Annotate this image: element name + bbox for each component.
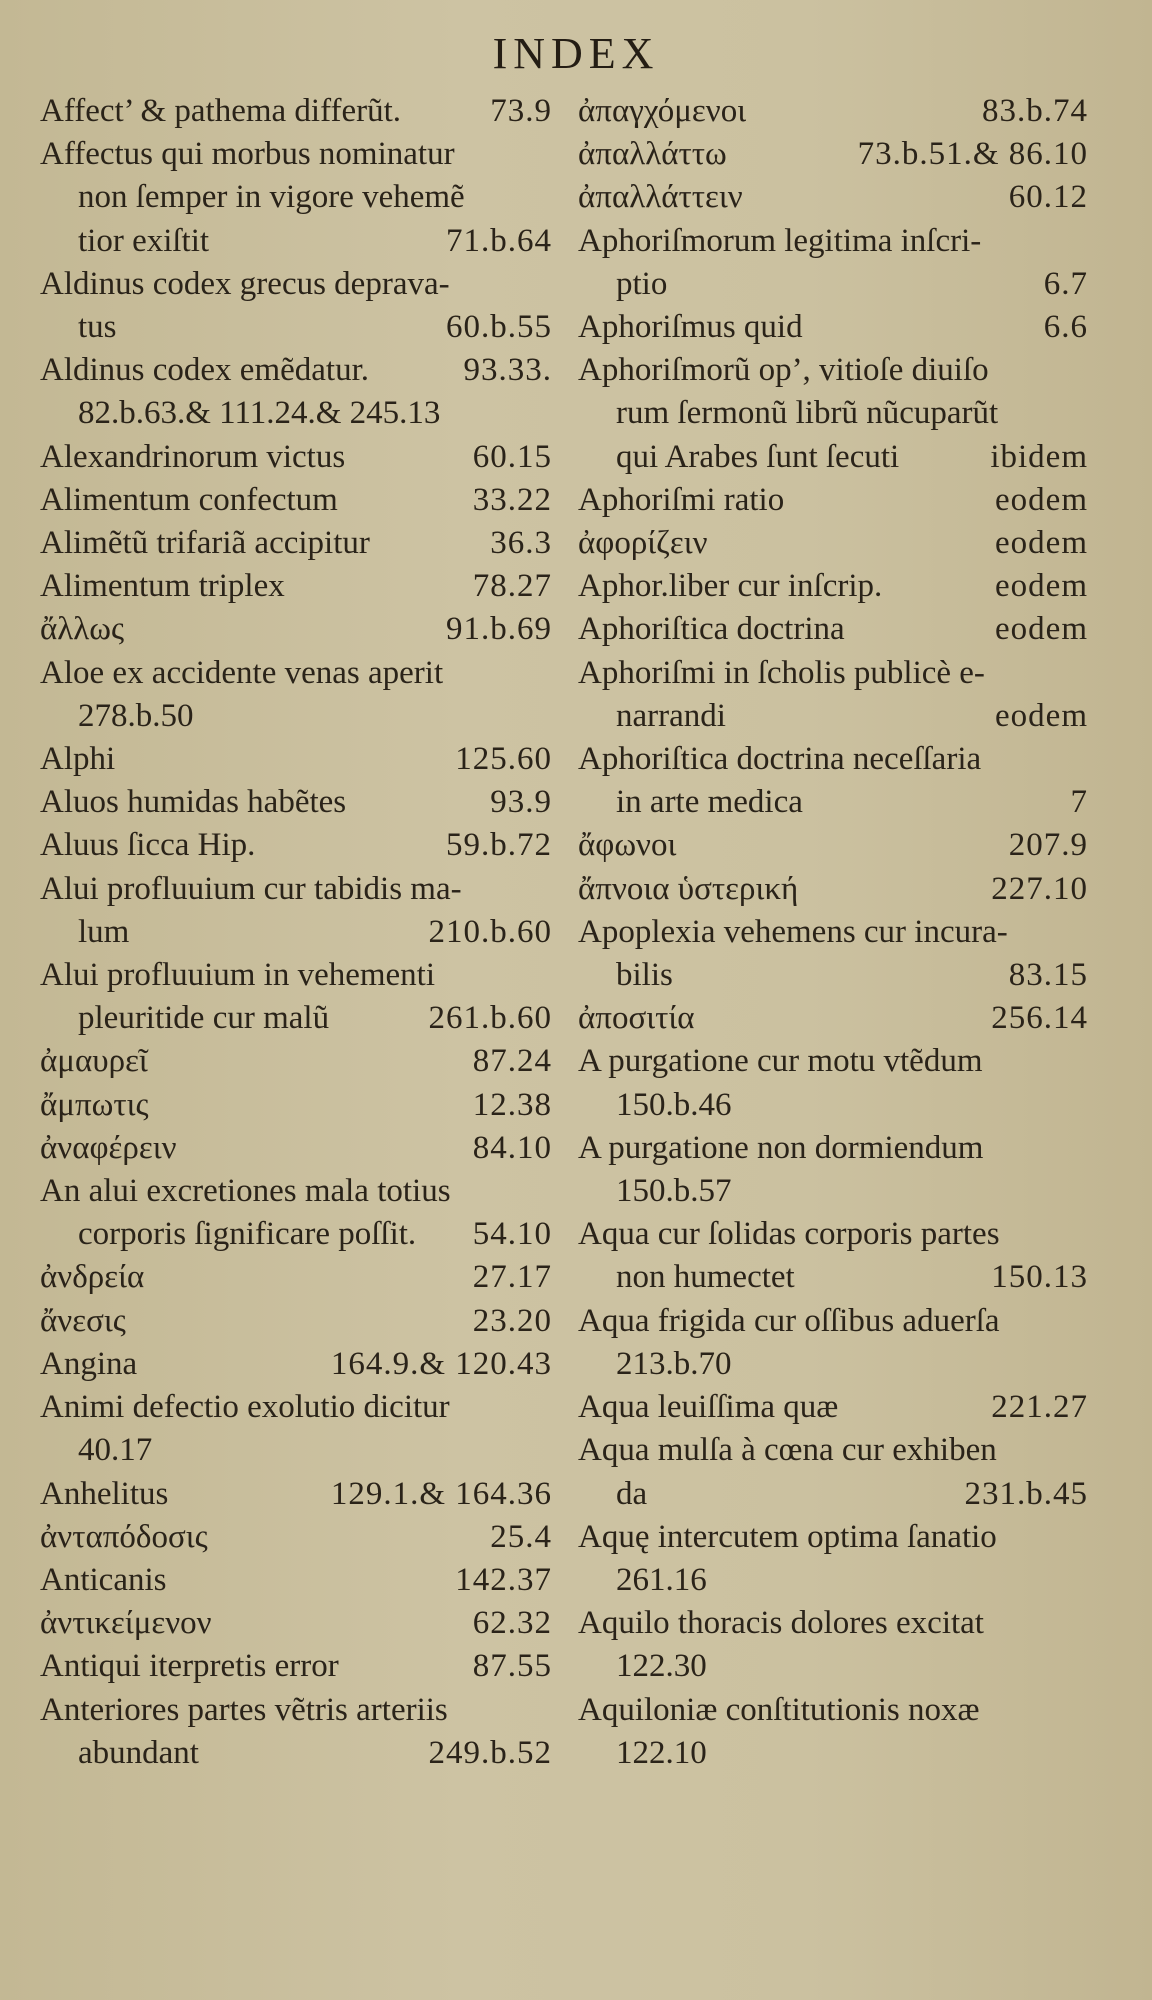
index-entry [578,1689,1088,1775]
entry-text: non ſemper in vigore vehemẽ [78,179,465,216]
entry-line [40,1170,552,1213]
index-entry [40,781,552,824]
entry-page-ref [1078,1516,1088,1559]
entry-text: Aloe ex accidente venas aperit [40,654,444,691]
entry-page-ref: eodem [995,481,1088,518]
entry-continuation-line [40,176,552,219]
index-entry [40,1473,552,1516]
entry-line [40,1645,552,1688]
entry-continuation-line [578,954,1088,997]
entry-text: Alimentum triplex [40,568,285,605]
entry-text: Affectus qui morbus nominatur [40,136,455,173]
entry-line [578,997,1088,1040]
index-entry [40,349,552,435]
index-entry [578,1127,1088,1213]
index-entry [40,824,552,867]
entry-page-ref: 60.12 [1008,179,1088,216]
entry-page-ref: 87.24 [472,1043,552,1080]
entry-line [578,306,1088,349]
entry-continuation-line [40,1213,552,1256]
entry-text: ἀνταπόδοσις [40,1518,208,1555]
entry-text: ἄπνοια ὑστερική [578,870,799,907]
entry-line [578,1386,1088,1429]
index-entry [40,90,552,133]
entry-page-ref: 231.b.45 [964,1475,1088,1512]
entry-page-ref [1078,1084,1088,1127]
index-entry [578,738,1088,824]
entry-page-ref: 6.7 [1043,265,1088,302]
entry-page-ref: 78.27 [472,568,552,605]
index-entry [40,1516,552,1559]
entry-text: narrandi [616,697,726,734]
index-entry [578,479,1088,522]
entry-page-ref [1078,1300,1088,1343]
index-column-left [40,90,552,1775]
entry-page-ref: 221.27 [991,1389,1088,1426]
entry-continuation-line [578,1732,1088,1775]
entry-page-ref [1078,220,1088,263]
entry-page-ref [1078,1343,1088,1386]
index-entry [40,1127,552,1170]
entry-continuation-line [578,695,1088,738]
entry-page-ref: 25.4 [490,1518,552,1555]
entry-text: bilis [616,957,673,994]
index-entry [40,868,552,954]
entry-text: Aphoriſmorum legitima inſcri- [578,222,982,259]
entry-line [40,565,552,608]
entry-page-ref [1078,349,1088,392]
entry-page-ref [1078,1429,1088,1472]
entry-text: ἀπαγχόμενοι [578,93,747,129]
page-title: INDEX [492,29,660,78]
entry-line [40,954,552,997]
index-entry [40,1040,552,1083]
entry-text: ἀφορίζειν [578,525,708,562]
index-entry [40,738,552,781]
entry-text: abundant [78,1734,199,1771]
entry-line [578,824,1088,867]
index-entry [40,608,552,651]
entry-text: 122.10 [616,1734,707,1771]
entry-continuation-line [578,1473,1088,1516]
entry-line [578,911,1088,954]
index-entry [578,608,1088,651]
entry-text: Aphor.liber cur inſcrip. [578,568,883,605]
entry-line [40,1084,552,1127]
entry-page-ref: 249.b.52 [428,1734,552,1771]
entry-text: Aquę intercutem optima ſanatio [578,1518,997,1555]
index-entry [40,1256,552,1299]
entry-text: 40.17 [78,1432,153,1469]
entry-page-ref [1078,1689,1088,1732]
entry-line [578,133,1088,176]
entry-continuation-line [40,306,552,349]
entry-page-ref: 150.13 [991,1259,1088,1296]
entry-page-ref: 62.32 [472,1605,552,1642]
entry-continuation-line [40,911,552,954]
entry-text: Aphoriſmus quid [578,309,803,346]
entry-text: 213.b.70 [616,1345,732,1382]
entry-text: ἀπαλλάττειν [578,179,743,216]
entry-text: Anticanis [40,1561,167,1598]
entry-text: Aluus ſicca Hip. [40,827,256,864]
entry-text: Alexandrinorum victus [40,438,346,475]
entry-text: in arte medica [616,784,803,821]
entry-text: 82.b.63.& 111.24.& 245.13 [78,395,441,432]
index-entry [40,1084,552,1127]
entry-page-ref: 71.b.64 [446,222,552,259]
entry-line [578,608,1088,651]
entry-page-ref: 6.6 [1043,309,1088,346]
entry-text: Alphi [40,741,116,778]
index-entry [578,1040,1088,1126]
entry-page-ref: eodem [995,568,1088,605]
entry-line [40,349,552,392]
entry-text: ἄλλως [40,611,125,648]
entry-page-ref: eodem [995,697,1088,734]
entry-line [40,1473,552,1516]
entry-line [40,1689,552,1732]
entry-continuation-line [578,436,1088,479]
entry-text: ἀνδρεία [40,1259,145,1296]
entry-page-ref: 125.60 [455,741,552,778]
index-entry [40,565,552,608]
entry-text: corporis ſignificare poſſit. [78,1216,417,1253]
entry-text: ἄμπωτις [40,1086,149,1123]
entry-text: 261.16 [616,1561,707,1598]
entry-page-ref [1078,1213,1088,1256]
entry-continuation-line [578,1256,1088,1299]
entry-text: Aqua leuiſſima quæ [578,1389,839,1426]
entry-page-ref: 93.9 [490,784,552,821]
entry-page-ref [542,392,552,435]
entry-line [40,1559,552,1602]
index-entry [578,997,1088,1040]
entry-line [578,176,1088,219]
entry-page-ref: 210.b.60 [428,913,552,950]
index-entry [578,1602,1088,1688]
index-entry [40,1343,552,1386]
entry-page-ref [1078,1602,1088,1645]
entry-text: An alui excretiones mala totius [40,1173,451,1210]
entry-line [578,1127,1088,1170]
entry-text: Alui profluuium in vehementi [40,957,436,994]
entry-line [578,90,1088,133]
index-entry [40,1559,552,1602]
entry-page-ref [542,1689,552,1732]
entry-continuation-line [578,392,1088,435]
index-entry [578,565,1088,608]
entry-page-ref [1078,652,1088,695]
entry-text: Aqua cur ſolidas corporis partes [578,1216,1000,1253]
entry-text: lum [78,913,130,950]
entry-continuation-line [578,1343,1088,1386]
index-column-right [578,90,1088,1775]
entry-page-ref: 84.10 [472,1129,552,1166]
entry-continuation-line [40,695,552,738]
entry-line [578,738,1088,781]
entry-text: Alimentum confectum [40,481,338,518]
index-entry [578,349,1088,479]
entry-line [40,652,552,695]
entry-continuation-line [578,1645,1088,1688]
entry-page-ref: 261.b.60 [428,1000,552,1037]
entry-text: 122.30 [616,1648,707,1685]
entry-page-ref [1078,1040,1088,1083]
index-entry [578,90,1088,133]
entry-text: Aphoriſtica doctrina [578,611,845,648]
entry-line [578,652,1088,695]
entry-line [40,868,552,911]
entry-line [40,133,552,176]
entry-page-ref: 59.b.72 [446,827,552,864]
entry-line [40,436,552,479]
entry-text: A purgatione non dormiendum [578,1129,984,1166]
index-entry [578,911,1088,997]
index-entry [40,1602,552,1645]
index-entry [40,522,552,565]
entry-page-ref: 129.1.& 164.36 [330,1475,552,1512]
entry-continuation-line [578,1170,1088,1213]
entry-line [578,479,1088,522]
entry-text: Aphoriſmi ratio [578,481,785,518]
entry-page-ref: 54.10 [472,1216,552,1253]
entry-text: Aluos humidas habẽtes [40,784,347,821]
entry-text: pleuritide cur malũ [78,1000,330,1037]
entry-continuation-line [578,1084,1088,1127]
index-entry [40,1300,552,1343]
entry-page-ref: 23.20 [472,1302,552,1339]
entry-text: Antiqui iterpretis error [40,1648,339,1685]
entry-text: Aqua frigida cur oſſibus aduerſa [578,1302,1000,1339]
entry-line [578,565,1088,608]
index-entry [40,1386,552,1472]
entry-page-ref: 60.b.55 [446,309,552,346]
entry-page-ref: 83.15 [1008,957,1088,994]
entry-line [578,1602,1088,1645]
entry-page-ref: 93.33. [463,352,552,389]
entry-page-ref [542,954,552,997]
entry-text: Aphoriſtica doctrina neceſſaria [578,741,982,778]
index-entry [578,133,1088,176]
entry-line [40,1040,552,1083]
entry-text: Aquilo thoracis dolores excitat [578,1605,984,1642]
entry-page-ref [1078,738,1088,781]
entry-page-ref: 7 [1070,784,1088,821]
entry-page-ref: 60.15 [472,438,552,475]
entry-continuation-line [40,1429,552,1472]
entry-line [578,1429,1088,1472]
entry-line [578,220,1088,263]
entry-page-ref [542,263,552,306]
entry-line [40,1386,552,1429]
index-entry [40,1170,552,1256]
index-entry [40,1689,552,1775]
entry-text: Aldinus codex emẽdatur. [40,352,370,389]
entry-text: da [616,1475,648,1512]
entry-line [40,90,552,133]
entry-page-ref: 227.10 [991,870,1088,907]
entry-text: Aqua mulſa à cœna cur exhiben [578,1432,997,1469]
index-entry [40,1645,552,1688]
entry-line [40,781,552,824]
entry-page-ref [542,652,552,695]
entry-continuation-line [578,1559,1088,1602]
entry-line [40,1127,552,1170]
entry-page-ref [542,868,552,911]
entry-line [40,1256,552,1299]
entry-page-ref: 142.37 [455,1561,552,1598]
entry-page-ref: 73.b.51.& 86.10 [857,136,1088,173]
index-entry [578,1386,1088,1429]
entry-text: 150.b.46 [616,1086,732,1123]
entry-page-ref [542,695,552,738]
entry-page-ref: 87.55 [472,1648,552,1685]
entry-text: non humectet [616,1259,795,1296]
entry-page-ref: ibidem [990,438,1088,475]
entry-text: A purgatione cur motu vtẽdum [578,1043,983,1080]
entry-continuation-line [578,781,1088,824]
entry-line [578,1689,1088,1732]
entry-page-ref [1078,1645,1088,1688]
entry-page-ref: eodem [995,525,1088,562]
index-entry [578,1516,1088,1602]
entry-page-ref [542,1429,552,1472]
index-entry [40,436,552,479]
entry-text: Angina [40,1345,138,1382]
index-entry [578,1213,1088,1299]
index-entry [578,868,1088,911]
entry-text: ἄφωνοι [578,827,677,864]
entry-text: ἀποσιτία [578,1000,695,1037]
entry-continuation-line [40,220,552,263]
entry-text: Apoplexia vehemens cur incura- [578,913,1008,950]
entry-text: Alimẽtũ trifariã accipitur [40,525,370,562]
entry-text: ἀντικείμενον [40,1605,212,1642]
entry-page-ref [1078,392,1088,435]
entry-page-ref: 12.38 [472,1086,552,1123]
entry-text: ἄνεσις [40,1302,126,1339]
entry-page-ref [1078,1127,1088,1170]
entry-text: Anhelitus [40,1475,169,1512]
index-entry [40,133,552,263]
entry-page-ref [542,1170,552,1213]
entry-line [40,1300,552,1343]
entry-text: ptio [616,265,668,302]
entry-page-ref: 207.9 [1008,827,1088,864]
entry-page-ref: 83.b.74 [982,93,1088,129]
entry-line [578,1040,1088,1083]
entry-page-ref [1078,911,1088,954]
entry-line [40,1602,552,1645]
entry-text: ἀπαλλάττω [578,136,727,173]
entry-text: qui Arabes ſunt ſecuti [616,438,900,475]
entry-page-ref [1078,1732,1088,1775]
entry-text: 150.b.57 [616,1173,732,1210]
entry-line [40,1516,552,1559]
entry-page-ref: 164.9.& 120.43 [330,1345,552,1382]
entry-text: tus [78,309,117,346]
entry-text: Aphoriſmorũ op’, vitioſe diuiſo [578,352,989,389]
entry-text: Animi defectio exolutio dicitur [40,1389,450,1426]
entry-page-ref: 256.14 [991,1000,1088,1037]
entry-page-ref: 27.17 [472,1259,552,1296]
entry-text: rum ſermonũ librũ nũcuparũt [616,395,999,432]
entry-line [578,349,1088,392]
index-entry [578,220,1088,306]
entry-continuation-line [40,392,552,435]
index-entry [40,479,552,522]
entry-line [40,738,552,781]
index-entry [578,824,1088,867]
entry-line [578,1213,1088,1256]
index-entry [578,652,1088,738]
entry-page-ref: 36.3 [490,525,552,562]
entry-page-ref [1078,1170,1088,1213]
entry-text: ἀμαυρεῖ [40,1043,148,1080]
entry-text: Aquiloniæ conſtitutionis noxæ [578,1691,980,1728]
entry-page-ref [542,176,552,219]
entry-page-ref: 91.b.69 [446,611,552,648]
entry-page-ref [1078,1559,1088,1602]
entry-continuation-line [578,263,1088,306]
index-entry [578,176,1088,219]
entry-text: Aphoriſmi in ſcholis publicè e- [578,654,985,691]
entry-page-ref: 73.9 [490,93,552,129]
index-entry [40,954,552,1040]
entry-page-ref: 33.22 [472,481,552,518]
entry-text: Anteriores partes vẽtris arteriis [40,1691,448,1728]
entry-text: Alui profluuium cur tabidis ma- [40,870,462,907]
entry-text: Affect’ & pathema differũt. [40,93,402,129]
index-entry [578,306,1088,349]
entry-text: 278.b.50 [78,697,194,734]
entry-line [40,263,552,306]
entry-page-ref [542,1386,552,1429]
entry-line [578,1516,1088,1559]
entry-continuation-line [40,997,552,1040]
index-entry [40,652,552,738]
entry-page-ref [542,133,552,176]
entry-continuation-line [40,1732,552,1775]
entry-line [40,522,552,565]
index-entry [40,263,552,349]
index-entry [578,1429,1088,1515]
index-entry [578,1300,1088,1386]
entry-text: tior exiſtit [78,222,210,259]
entry-text: Aldinus codex grecus deprava- [40,265,450,302]
index-entry [578,522,1088,565]
entry-line [40,608,552,651]
entry-line [40,1343,552,1386]
entry-line [40,479,552,522]
entry-line [578,522,1088,565]
entry-line [40,824,552,867]
entry-line [578,868,1088,911]
entry-page-ref: eodem [995,611,1088,648]
entry-line [578,1300,1088,1343]
entry-text: ἀναφέρειν [40,1129,177,1166]
